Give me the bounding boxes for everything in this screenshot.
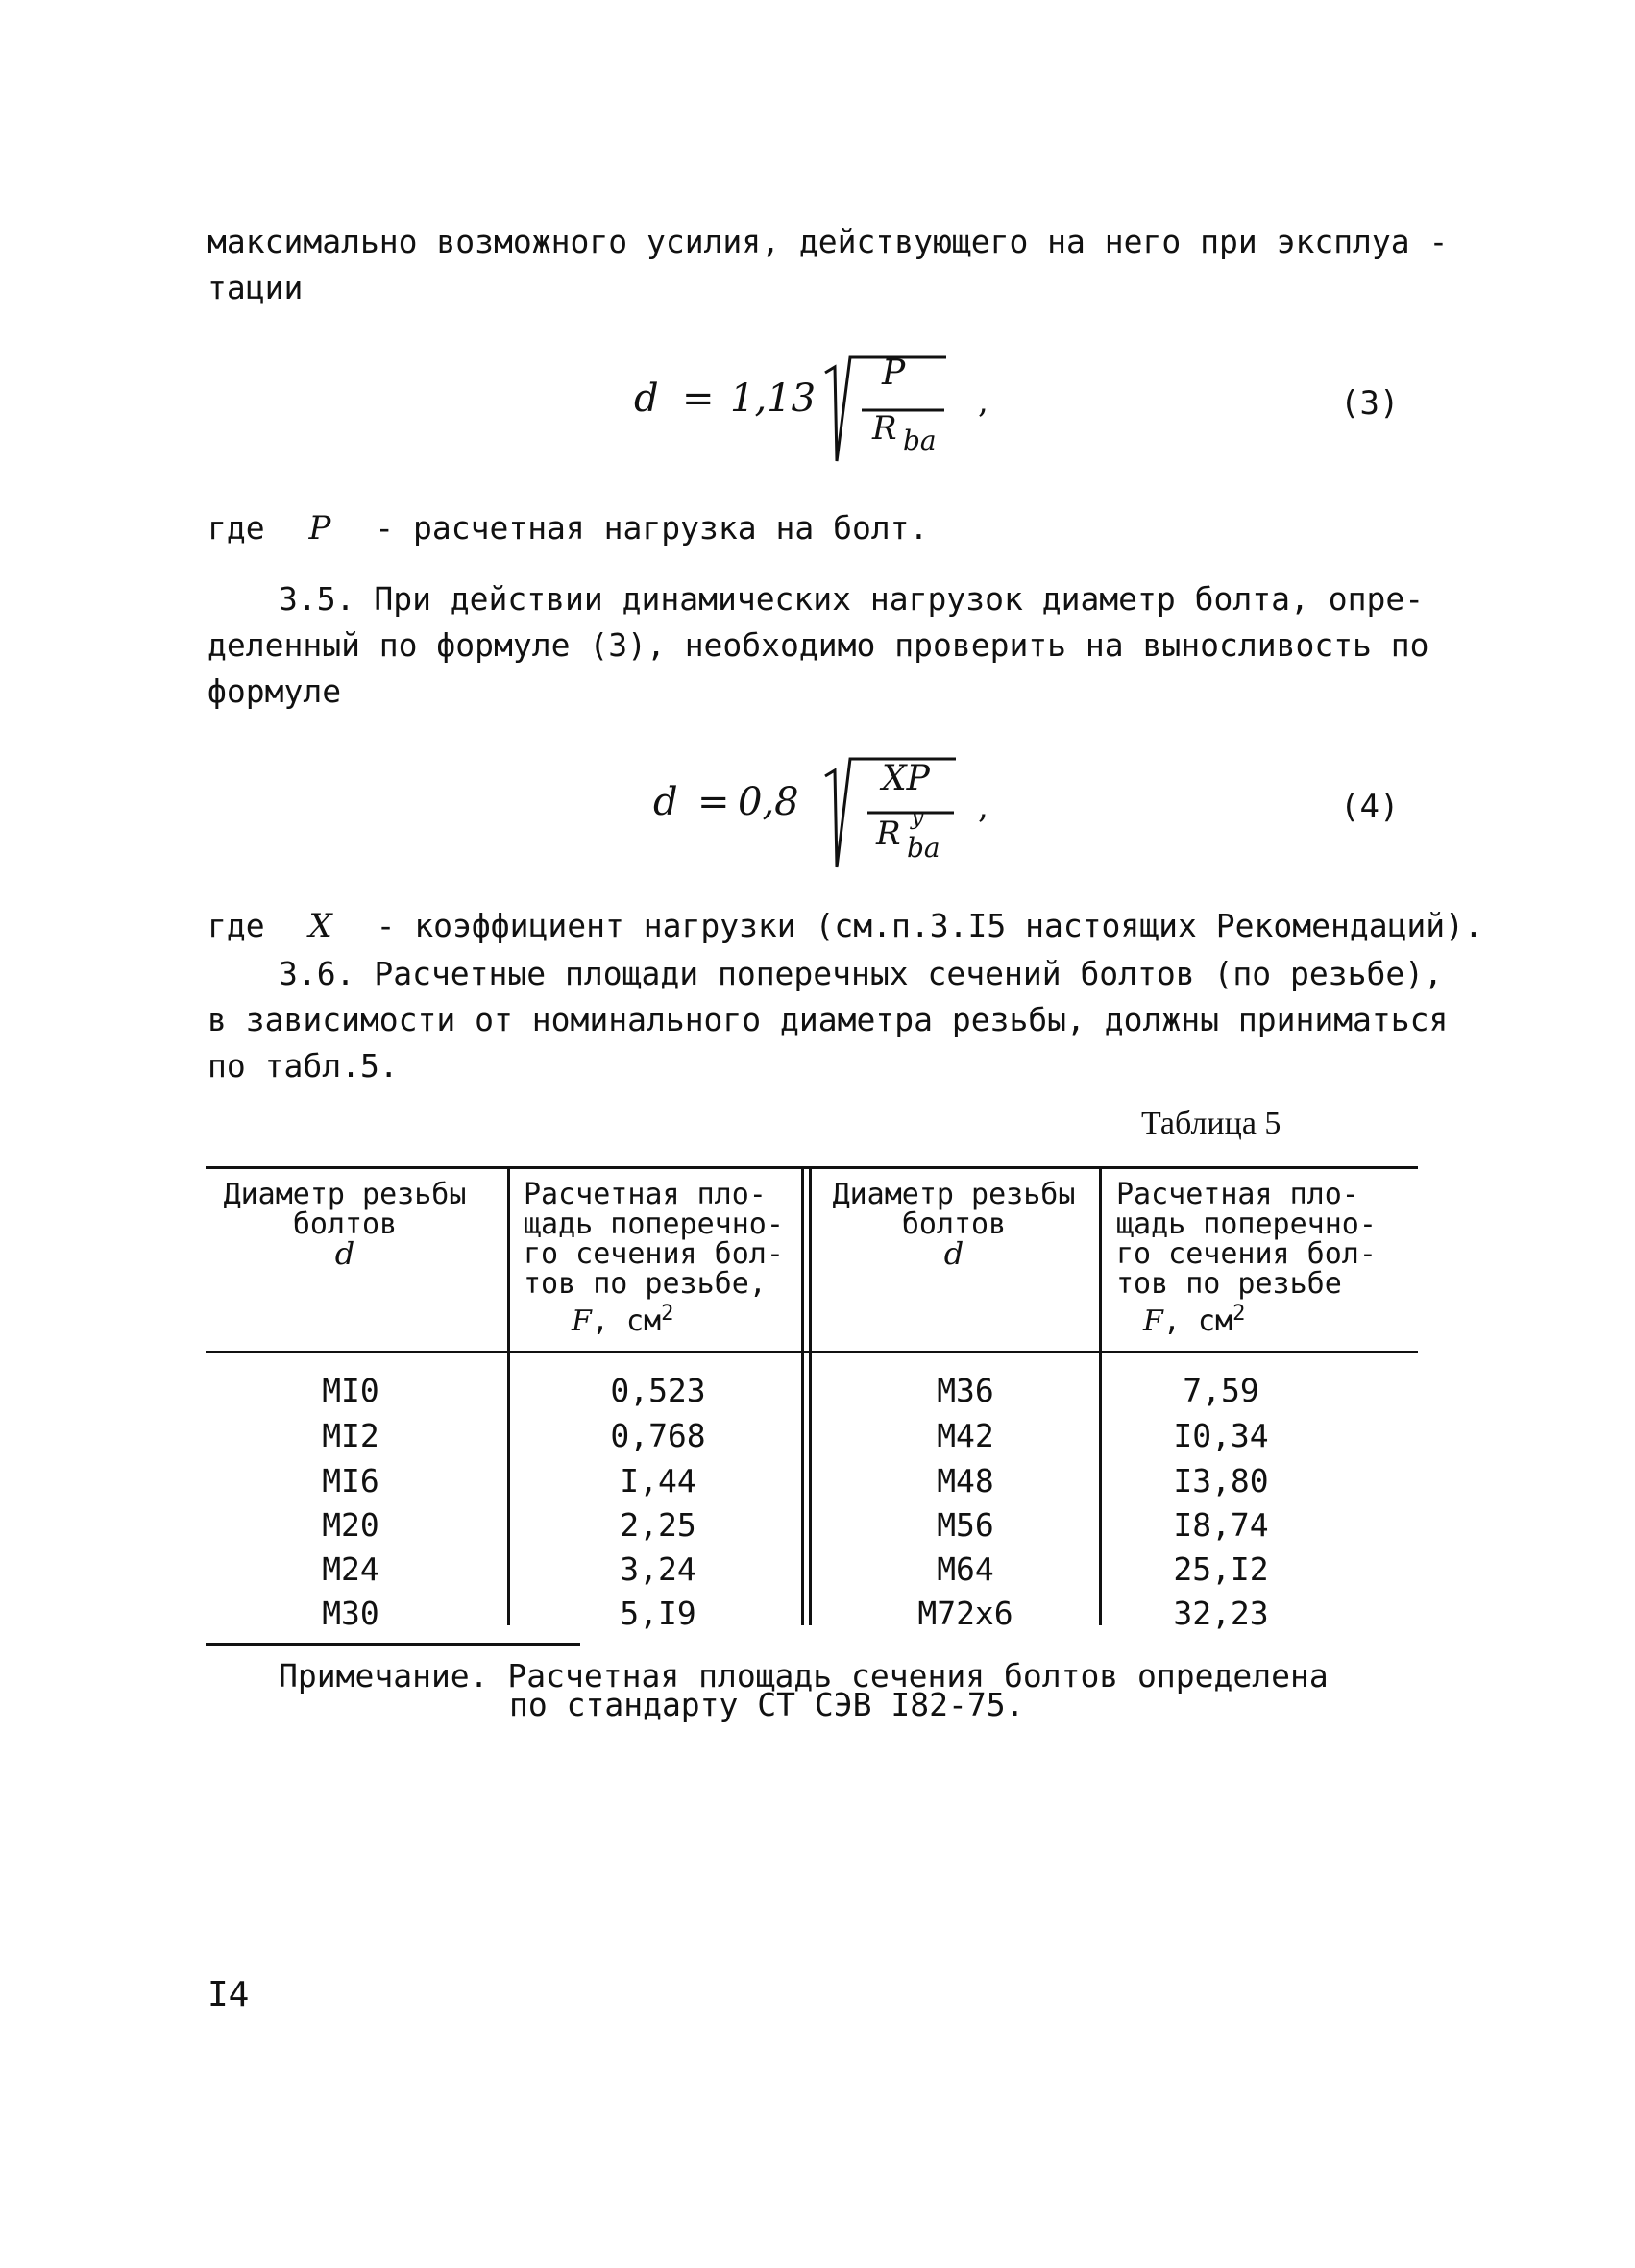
table-cell: I,44 (620, 1462, 696, 1500)
equation-number: (3) (1340, 384, 1400, 423)
table-header-col3 (815, 1178, 1093, 1272)
where-description: - расчетная нагрузка на болт. (375, 509, 929, 547)
paragraph-line: тации (207, 269, 304, 306)
paragraph-line: формуле (207, 672, 342, 710)
table-cell: I8,74 (1173, 1506, 1269, 1544)
table-caption: Таблица 5 (1141, 1106, 1281, 1141)
header-line: Диаметр резьбы (832, 1178, 1076, 1211)
table-bottom-rule (206, 1643, 580, 1646)
table-cell: 0,523 (610, 1372, 706, 1409)
table-cell: MI6 (322, 1462, 379, 1500)
table-cell: M64 (937, 1550, 994, 1588)
header-line: болтов (292, 1207, 398, 1241)
table-cell: 0,768 (610, 1417, 706, 1454)
table-col-divider (507, 1166, 510, 1625)
table-header-col4 (1116, 1180, 1404, 1336)
formula-den-sub: ba (903, 425, 937, 456)
table-cell: 25,I2 (1173, 1550, 1269, 1588)
symbol-p: P (308, 509, 331, 548)
formula-comma: , (978, 382, 988, 421)
table-cell: MI0 (322, 1372, 379, 1409)
table-cell: I3,80 (1173, 1462, 1269, 1500)
header-symbol-f: F (1143, 1305, 1163, 1338)
where-line (207, 903, 1483, 949)
formula-lhs: d (634, 377, 659, 421)
symbol-x: X (308, 907, 332, 945)
header-line: болтов (901, 1207, 1007, 1241)
formula-eq: = (697, 780, 730, 824)
paragraph-line: 3.5. При действии динамических нагрузок диаметр болта, опре- (279, 580, 1425, 618)
page-number: I4 (207, 1975, 250, 2014)
header-line: щадь поперечно- (1116, 1207, 1377, 1241)
table-cell: 3,24 (620, 1550, 696, 1588)
paragraph-line: по табл.5. (207, 1047, 399, 1085)
table-cell: 2,25 (620, 1506, 696, 1544)
formula-numerator: P (882, 354, 906, 393)
table-cell: M24 (322, 1550, 379, 1588)
table-cell: M56 (937, 1506, 994, 1544)
note-line: по стандарту СТ СЭВ I82-75. (509, 1686, 1025, 1723)
table-cell: MI2 (322, 1417, 379, 1454)
header-symbol-f: F (572, 1305, 592, 1338)
table-cell: M72x6 (917, 1595, 1013, 1632)
formula-eq: = (682, 377, 715, 421)
paragraph-line: в зависимости от номинального диаметра резьбы, должны приниматься (207, 1001, 1449, 1038)
formula-lhs: d (653, 780, 678, 824)
table-cell: M36 (937, 1372, 994, 1409)
formula-den-sub: ba (907, 832, 940, 864)
formula-denominator: R (876, 815, 901, 853)
formula-denominator: R (872, 409, 897, 448)
formula-numerator: XP (882, 759, 930, 798)
note-line: Примечание. Расчетная площадь сечения болтов определена (279, 1657, 1329, 1695)
table-cell: 32,23 (1173, 1595, 1269, 1632)
table-double-divider (809, 1166, 812, 1625)
table-header-col2 (524, 1180, 802, 1336)
header-line: Расчетная пло- (1116, 1178, 1359, 1211)
header-line: го сечения бол- (524, 1237, 784, 1271)
table-cell: M30 (322, 1595, 379, 1632)
table-cell: M42 (937, 1417, 994, 1454)
table-cell: 7,59 (1183, 1372, 1259, 1409)
equation-number: (4) (1340, 788, 1400, 826)
header-unit-exp: 2 (1232, 1302, 1246, 1326)
table-top-rule (206, 1166, 1418, 1169)
paragraph-line: максимально возможного усилия, действующего на него при эксплуа - (207, 223, 1449, 260)
table-cell: I0,34 (1173, 1417, 1269, 1454)
header-line: Диаметр резьбы (223, 1178, 467, 1211)
paragraph-line: 3.6. Расчетные площади поперечных сечений болтов (по резьбе), (279, 955, 1443, 992)
table-cell: 5,I9 (620, 1595, 696, 1632)
formula-den-sup: y (911, 803, 924, 830)
where-description: - коэффициент нагрузки (см.п.3.I5 настоящих Рекомендаций). (376, 907, 1483, 944)
header-line: Расчетная пло- (524, 1178, 767, 1211)
table-col-divider (1099, 1166, 1102, 1625)
table-note (279, 1657, 1329, 1723)
where-prefix: где (207, 907, 265, 944)
header-unit-line (524, 1299, 802, 1336)
header-unit-line (1116, 1299, 1404, 1336)
header-unit: , см (1162, 1305, 1233, 1338)
header-line: щадь поперечно- (524, 1207, 784, 1241)
paragraph-line: деленный по формуле (3), необходимо проверить на выносливость по (207, 626, 1429, 664)
formula-comma: , (978, 788, 988, 826)
table-cell: M20 (322, 1506, 379, 1544)
header-line: го сечения бол- (1116, 1237, 1377, 1271)
header-symbol-d: d (943, 1235, 964, 1272)
header-line: тов по резьбе (1116, 1267, 1342, 1301)
table-header-rule (206, 1351, 1418, 1353)
where-line (207, 505, 928, 551)
header-symbol-d: d (334, 1235, 355, 1272)
header-line: тов по резьбе, (524, 1267, 767, 1301)
where-prefix: где (207, 509, 265, 547)
formula-coef: 0,8 (738, 780, 799, 824)
formula-coef: 1,13 (730, 377, 817, 421)
table-header-col1 (206, 1178, 484, 1272)
header-unit: , см (591, 1305, 662, 1338)
table-cell: M48 (937, 1462, 994, 1500)
header-unit-exp: 2 (661, 1302, 674, 1326)
